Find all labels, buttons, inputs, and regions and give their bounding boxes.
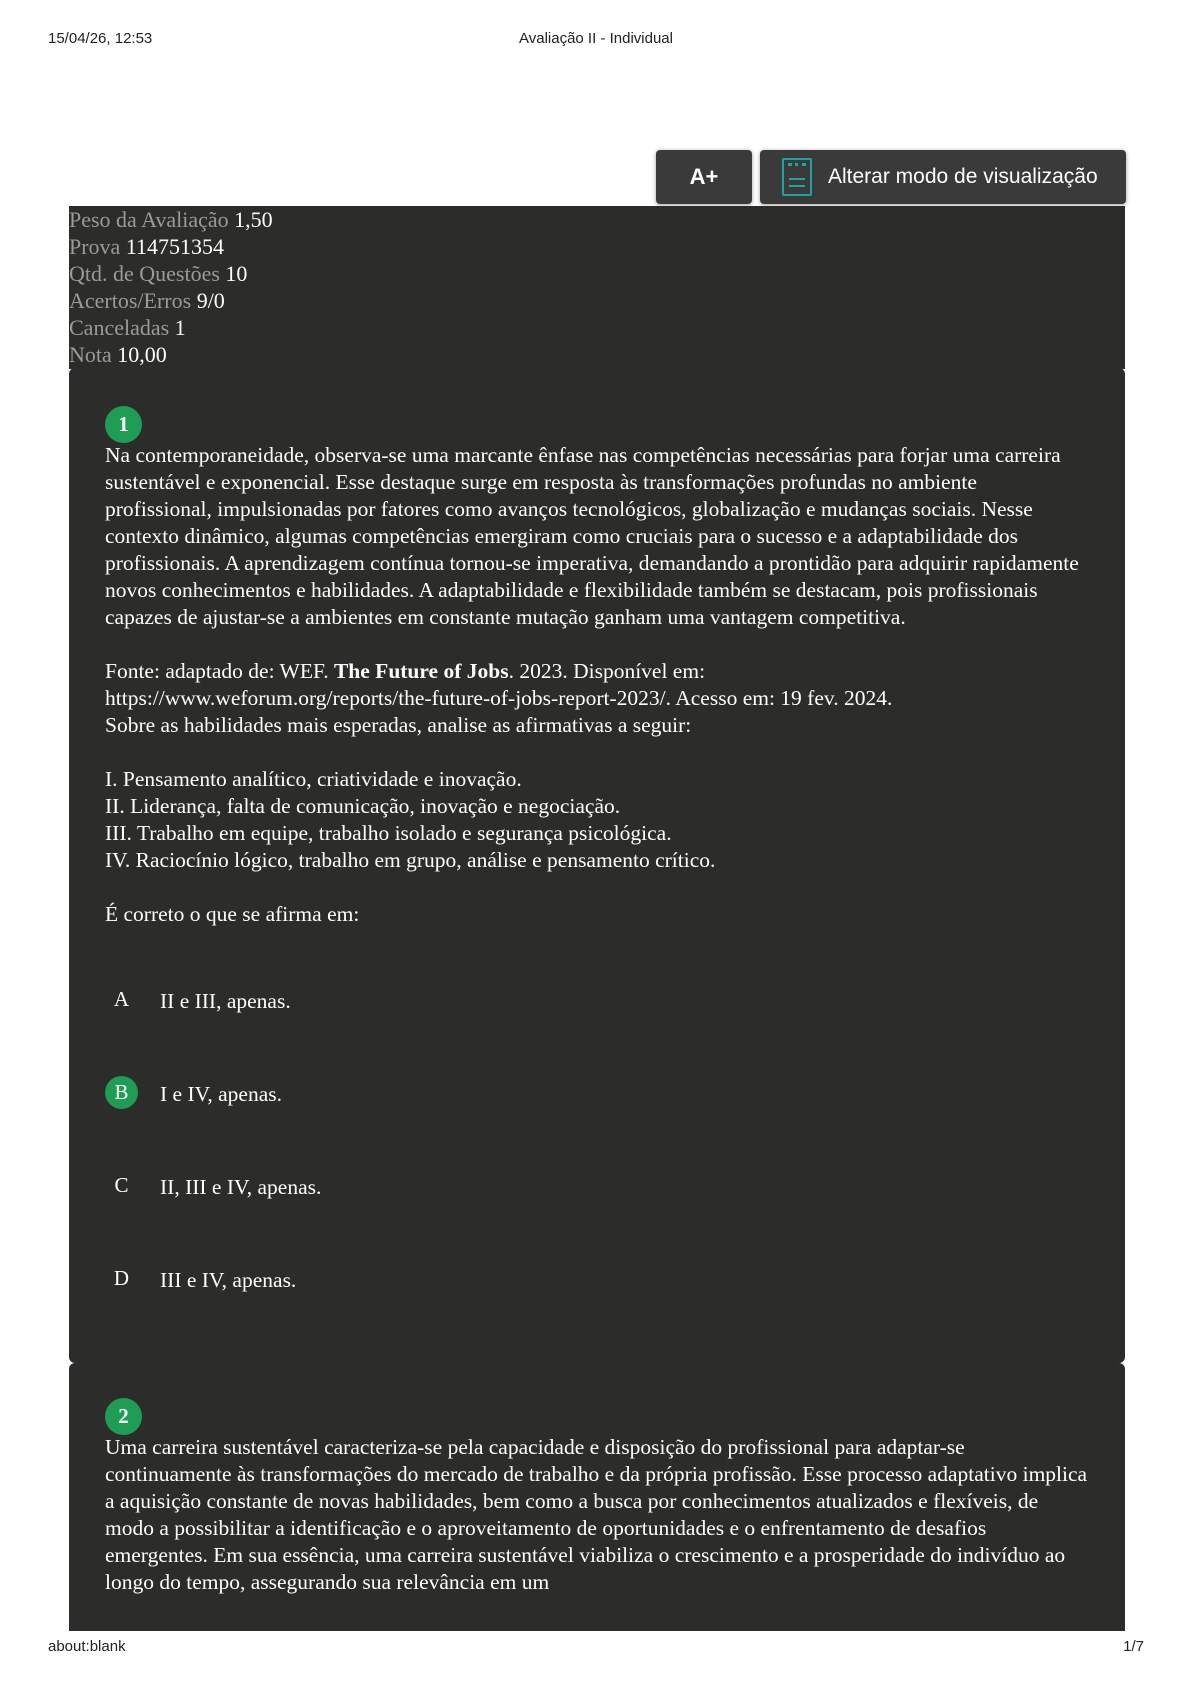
question-ask: É correto o que se afirma em: <box>105 902 360 926</box>
print-page-title: Avaliação II - Individual <box>519 30 673 47</box>
question-source-url: https://www.weforum.org/reports/the-future-of-jobs-report-2023/. Acesso em: 19 fev. 2024. <box>105 686 893 710</box>
print-page-number: 1/7 <box>1123 1638 1144 1655</box>
change-view-mode-label: Alterar modo de visualização <box>828 165 1098 188</box>
question-intro: Na contemporaneidade, observa-se uma marcante ênfase nas competências necessárias para forjar uma carreira sustentável e exponencial. Esse destaque surge em resposta às transformações profundas no ambiente profissional, impulsionadas por fatores como avanços tecnológicos, globalização e mudanças sociais. Nesse contexto dinâmico, algumas competências emergiram como cruciais para o sucesso e a adaptabilidade dos profissionais. A aprendizagem contínua tornou-se imperativa, demandando a prontidão para adquirir rapidamente novos conhecimentos e habilidades. A adaptabilidade e flexibilidade também se destacam, pois profissionais capazes de ajustar-se a ambientes em constante mutação ganham uma vantagem competitiva. <box>105 443 1079 629</box>
statement-1: I. Pensamento analítico, criatividade e inovação. <box>105 767 522 791</box>
option-c[interactable] <box>105 1169 1089 1209</box>
statement-2: II. Liderança, falta de comunicação, inovação e negociação. <box>105 794 621 818</box>
question-prompt: Sobre as habilidades mais esperadas, analise as afirmativas a seguir: <box>105 713 692 737</box>
option-text: III e IV, apenas. <box>160 1268 297 1292</box>
info-weight: Peso da Avaliação 1,50 <box>69 207 273 232</box>
option-letter: C <box>114 1173 129 1197</box>
option-text: I e IV, apenas. <box>160 1082 282 1106</box>
question-card-1 <box>69 368 1125 1363</box>
option-a[interactable] <box>105 983 1089 1023</box>
question-source: Fonte: adaptado de: WEF. The Future of Jobs. 2023. Disponível em: <box>105 659 706 683</box>
question-body <box>105 442 1089 928</box>
option-letter-selected: B <box>105 1076 138 1109</box>
info-cancelled: Canceladas 1 <box>69 315 186 340</box>
question-body <box>105 1434 1089 1596</box>
print-datetime: 15/04/26, 12:53 <box>48 30 153 47</box>
print-footer <box>48 1638 1144 1658</box>
print-url: about:blank <box>48 1638 126 1655</box>
option-b-selected[interactable] <box>105 1076 1089 1116</box>
question-intro: Uma carreira sustentável caracteriza-se pela capacidade e disposição do profissional para adaptar-se continuamente às transformações do mercado de trabalho e da própria profissão. Esse processo adaptativo implica a aquisição constante de novas habilidades, bem como a busca por conhecimentos atualizados e flexíveis, de modo a possibilitar a identificação e o aproveitamento de oportunidades e o enfrentamento de desafios emergentes. Em sua essência, uma carreira sustentável viabiliza o crescimento e a prosperidade do indivíduo ao longo do tempo, assegurando sua relevância em um <box>105 1435 1088 1594</box>
option-letter: A <box>113 987 130 1011</box>
option-letter: D <box>113 1266 130 1290</box>
document-view-icon <box>782 158 812 196</box>
increase-font-button[interactable]: A+ <box>656 150 752 204</box>
info-exam-id: Prova 114751354 <box>69 234 225 259</box>
info-hits-errors: Acertos/Erros 9/0 <box>69 288 225 313</box>
change-view-mode-button[interactable] <box>760 150 1126 204</box>
option-text: II e III, apenas. <box>160 989 291 1013</box>
info-question-count: Qtd. de Questões 10 <box>69 261 248 286</box>
print-header <box>48 30 1144 50</box>
info-grade: Nota 10,00 <box>69 342 167 367</box>
question-card-2 <box>69 1363 1125 1631</box>
question-number-badge: 1 <box>105 406 142 443</box>
exam-info-panel <box>69 206 1125 369</box>
question-number-badge: 2 <box>105 1398 142 1435</box>
statement-4: IV. Raciocínio lógico, trabalho em grupo, análise e pensamento crítico. <box>105 848 716 872</box>
statement-3: III. Trabalho em equipe, trabalho isolado e segurança psicológica. <box>105 821 672 845</box>
option-text: II, III e IV, apenas. <box>160 1175 322 1199</box>
option-d[interactable] <box>105 1262 1089 1302</box>
